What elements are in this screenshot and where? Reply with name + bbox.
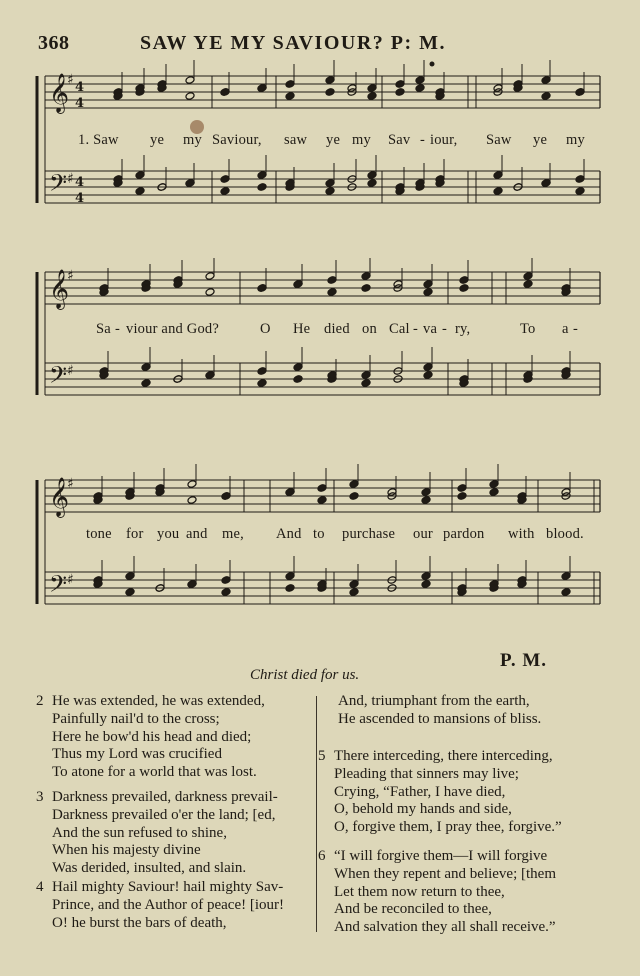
note-head <box>561 588 571 597</box>
note-head <box>421 488 431 497</box>
note-head <box>221 492 231 501</box>
bass-clef: 𝄢 <box>49 570 68 603</box>
note-head <box>349 492 359 501</box>
note-head <box>561 572 571 581</box>
note-head <box>257 171 267 180</box>
note-head <box>415 84 425 93</box>
note-head <box>205 272 215 281</box>
note-head <box>285 584 295 593</box>
column-divider <box>316 696 317 932</box>
time-signature: 4 <box>75 191 85 206</box>
note-head <box>327 288 337 297</box>
lyric: Saw <box>486 132 512 148</box>
note-head <box>325 187 335 196</box>
lyric: iour, <box>430 132 458 148</box>
stanza-5 <box>318 748 562 837</box>
note-head <box>575 175 585 184</box>
lyric: ye <box>326 132 341 148</box>
stanza-4-continued <box>338 693 541 729</box>
note-head <box>325 76 335 85</box>
note-head <box>367 84 377 93</box>
note-head <box>523 272 533 281</box>
lyric: and <box>186 526 208 542</box>
note-head <box>125 572 135 581</box>
lyric: Sa <box>96 321 111 337</box>
stanza-number: 2 <box>36 693 44 709</box>
note-head <box>220 175 230 184</box>
note-head <box>395 88 405 97</box>
lyric: to <box>313 526 325 542</box>
note-head <box>489 488 499 497</box>
lyric: with <box>508 526 535 542</box>
note-head <box>493 187 503 196</box>
note-head <box>575 187 585 196</box>
note-head <box>141 363 151 372</box>
note-head <box>125 588 135 597</box>
lyric: - <box>420 132 426 148</box>
lyric: you <box>157 526 180 542</box>
lyric: blood. <box>546 526 584 542</box>
treble-clef: 𝄞 <box>49 73 70 113</box>
page-number: 368 <box>38 32 70 54</box>
staff-svg-2 <box>0 258 640 418</box>
note-head <box>457 484 467 493</box>
lyric: purchase <box>342 526 396 542</box>
stanza-number: 4 <box>36 879 44 895</box>
stanza-line: O, forgive them, I pray thee, forgive.” <box>334 819 562 836</box>
note-head <box>141 379 151 388</box>
stanza-line: Painfully nail'd to the cross; <box>52 710 220 727</box>
lyric: va <box>423 321 438 337</box>
note-head <box>185 92 195 101</box>
note-head <box>459 284 469 293</box>
key-signature-sharp: ♯ <box>67 171 74 187</box>
bass-clef: 𝄢 <box>49 361 68 394</box>
lyric: my <box>566 132 585 148</box>
stanza-number: 6 <box>318 848 326 864</box>
note-head <box>257 183 267 192</box>
note-head <box>185 76 195 85</box>
note-head <box>285 92 295 101</box>
note-head <box>221 576 231 585</box>
lyric: - <box>115 321 121 337</box>
stanza-line: Prince, and the Author of peace! [iour! <box>52 896 284 913</box>
stanza-4 <box>36 879 284 932</box>
stanza-line: Darkness prevailed, darkness prevail- <box>52 789 278 805</box>
note-head <box>541 92 551 101</box>
lyric: pardon <box>443 526 485 542</box>
note-head <box>541 179 551 188</box>
note-head <box>415 76 425 85</box>
lyric: To <box>520 321 536 337</box>
lyric: - <box>413 321 419 337</box>
note-head <box>285 80 295 89</box>
note-head <box>361 284 371 293</box>
stanza-line: He was extended, he was extended, <box>52 693 265 709</box>
note-head <box>293 363 303 372</box>
stanza-6 <box>318 848 556 937</box>
music-system-2 <box>0 258 640 418</box>
lyric: for <box>126 526 144 542</box>
lyric: ye <box>150 132 165 148</box>
note-head <box>423 280 433 289</box>
key-signature-sharp: ♯ <box>67 72 74 88</box>
note-head <box>317 484 327 493</box>
music-system-1 <box>0 60 640 220</box>
hymn-subtitle: Christ died for us. <box>250 667 360 683</box>
key-signature-sharp: ♯ <box>67 363 74 379</box>
note-head <box>205 288 215 297</box>
bass-clef: 𝄢 <box>49 169 68 202</box>
note-head <box>423 363 433 372</box>
key-signature-sharp: ♯ <box>67 268 74 284</box>
note-head <box>325 88 335 97</box>
note-head <box>489 480 499 489</box>
note-head <box>327 276 337 285</box>
note-head <box>523 280 533 289</box>
note-head <box>221 588 231 597</box>
key-signature-sharp: ♯ <box>67 572 74 588</box>
note-head <box>361 272 371 281</box>
stanza-line: When they repent and believe; [them <box>334 865 556 882</box>
meter-label: P. M. <box>500 650 548 671</box>
lyric: He <box>293 321 311 337</box>
lyric: Cal <box>389 321 410 337</box>
note-head <box>325 179 335 188</box>
note-head <box>285 488 295 497</box>
lyric: our <box>413 526 433 542</box>
note-head <box>367 92 377 101</box>
note-head <box>541 76 551 85</box>
note-head <box>293 280 303 289</box>
stanza-line: “I will forgive them—I will forgive <box>334 848 548 864</box>
stanza-line: He ascended to mansions of bliss. <box>338 710 542 727</box>
time-signature: 4 <box>75 80 85 95</box>
stanza-number: 5 <box>318 748 326 764</box>
stanza-line: Darkness prevailed o'er the land; [ed, <box>52 806 276 823</box>
lyric: my <box>352 132 371 148</box>
note-head <box>187 496 197 505</box>
note-head <box>395 80 405 89</box>
note-head <box>349 480 359 489</box>
note-head <box>493 171 503 180</box>
note-head <box>285 572 295 581</box>
stanza-3 <box>36 789 278 878</box>
stanza-number: 3 <box>36 789 44 805</box>
lyric: - <box>442 321 448 337</box>
lyric: died <box>324 321 350 337</box>
note-head <box>317 496 327 505</box>
lyric: saw <box>284 132 308 148</box>
stanza-line: And the sun refused to shine, <box>52 824 227 841</box>
stanza-line: Here he bow'd his head and died; <box>52 728 252 745</box>
lyric: my <box>183 132 202 148</box>
time-signature: 4 <box>75 175 85 190</box>
stanza-line: O, behold my hands and side, <box>334 801 512 818</box>
note-head <box>349 580 359 589</box>
note-head <box>459 276 469 285</box>
key-signature-sharp: ♯ <box>67 476 74 492</box>
lyric: ry, <box>455 321 471 337</box>
time-signature: 4 <box>75 96 85 111</box>
stanza-line: Thus my Lord was crucified <box>52 746 222 763</box>
note-head <box>349 588 359 597</box>
stanza-line: And, triumphant from the earth, <box>338 693 530 709</box>
lyric: tone <box>86 526 112 542</box>
lyric: Saviour, <box>212 132 262 148</box>
note-head <box>187 480 197 489</box>
stanza-line: Pleading that sinners may live; <box>334 765 519 782</box>
note-head <box>421 572 431 581</box>
note-head <box>367 179 377 188</box>
hymn-title: SAW YE MY SAVIOUR? P: M. <box>140 32 447 54</box>
note-head <box>135 171 145 180</box>
note-head <box>185 179 195 188</box>
note-head <box>421 496 431 505</box>
note-head <box>220 88 230 97</box>
note-head <box>421 580 431 589</box>
note-head <box>257 84 267 93</box>
note-head <box>361 379 371 388</box>
stanza-line: There interceding, there interceding, <box>334 748 553 764</box>
lyric: ye <box>533 132 548 148</box>
note-head <box>257 367 267 376</box>
lyric: Sav <box>388 132 411 148</box>
note-head <box>220 187 230 196</box>
fermata-dot <box>430 62 435 67</box>
note-head <box>575 88 585 97</box>
note-head <box>205 371 215 380</box>
stanza-2 <box>36 693 265 782</box>
stanza-line: O! he burst the bars of death, <box>52 914 227 931</box>
lyric: on <box>362 321 377 337</box>
treble-clef: 𝄞 <box>49 269 70 309</box>
lyric: O <box>260 321 271 337</box>
stanza-line: And salvation they all shall receive.” <box>334 919 556 936</box>
treble-clef: 𝄞 <box>49 477 70 517</box>
lyric: viour and God? <box>126 321 220 337</box>
note-head <box>257 379 267 388</box>
note-head <box>457 492 467 501</box>
music-system-3 <box>0 462 640 622</box>
lyric: - <box>573 321 579 337</box>
stanza-line: When his majesty divine <box>52 842 201 859</box>
stanza-line: And be reconciled to thee, <box>334 901 492 918</box>
lyric: a <box>562 321 569 337</box>
lyric: 1. Saw <box>78 132 119 148</box>
note-head <box>367 171 377 180</box>
note-head <box>187 580 197 589</box>
stanza-line: Was derided, insulted, and slain. <box>52 860 247 877</box>
stanza-line: Hail mighty Saviour! hail mighty Sav- <box>52 879 284 895</box>
note-head <box>423 288 433 297</box>
stanza-line: To atone for a world that was lost. <box>52 764 257 781</box>
note-head <box>293 375 303 384</box>
lyric: me, <box>222 526 244 542</box>
lyric: And <box>276 526 302 542</box>
stanza-line: Crying, “Father, I have died, <box>334 783 506 800</box>
note-head <box>361 371 371 380</box>
note-head <box>423 371 433 380</box>
note-head <box>135 187 145 196</box>
stanza-line: Let them now return to thee, <box>334 883 505 900</box>
note-head <box>257 284 267 293</box>
